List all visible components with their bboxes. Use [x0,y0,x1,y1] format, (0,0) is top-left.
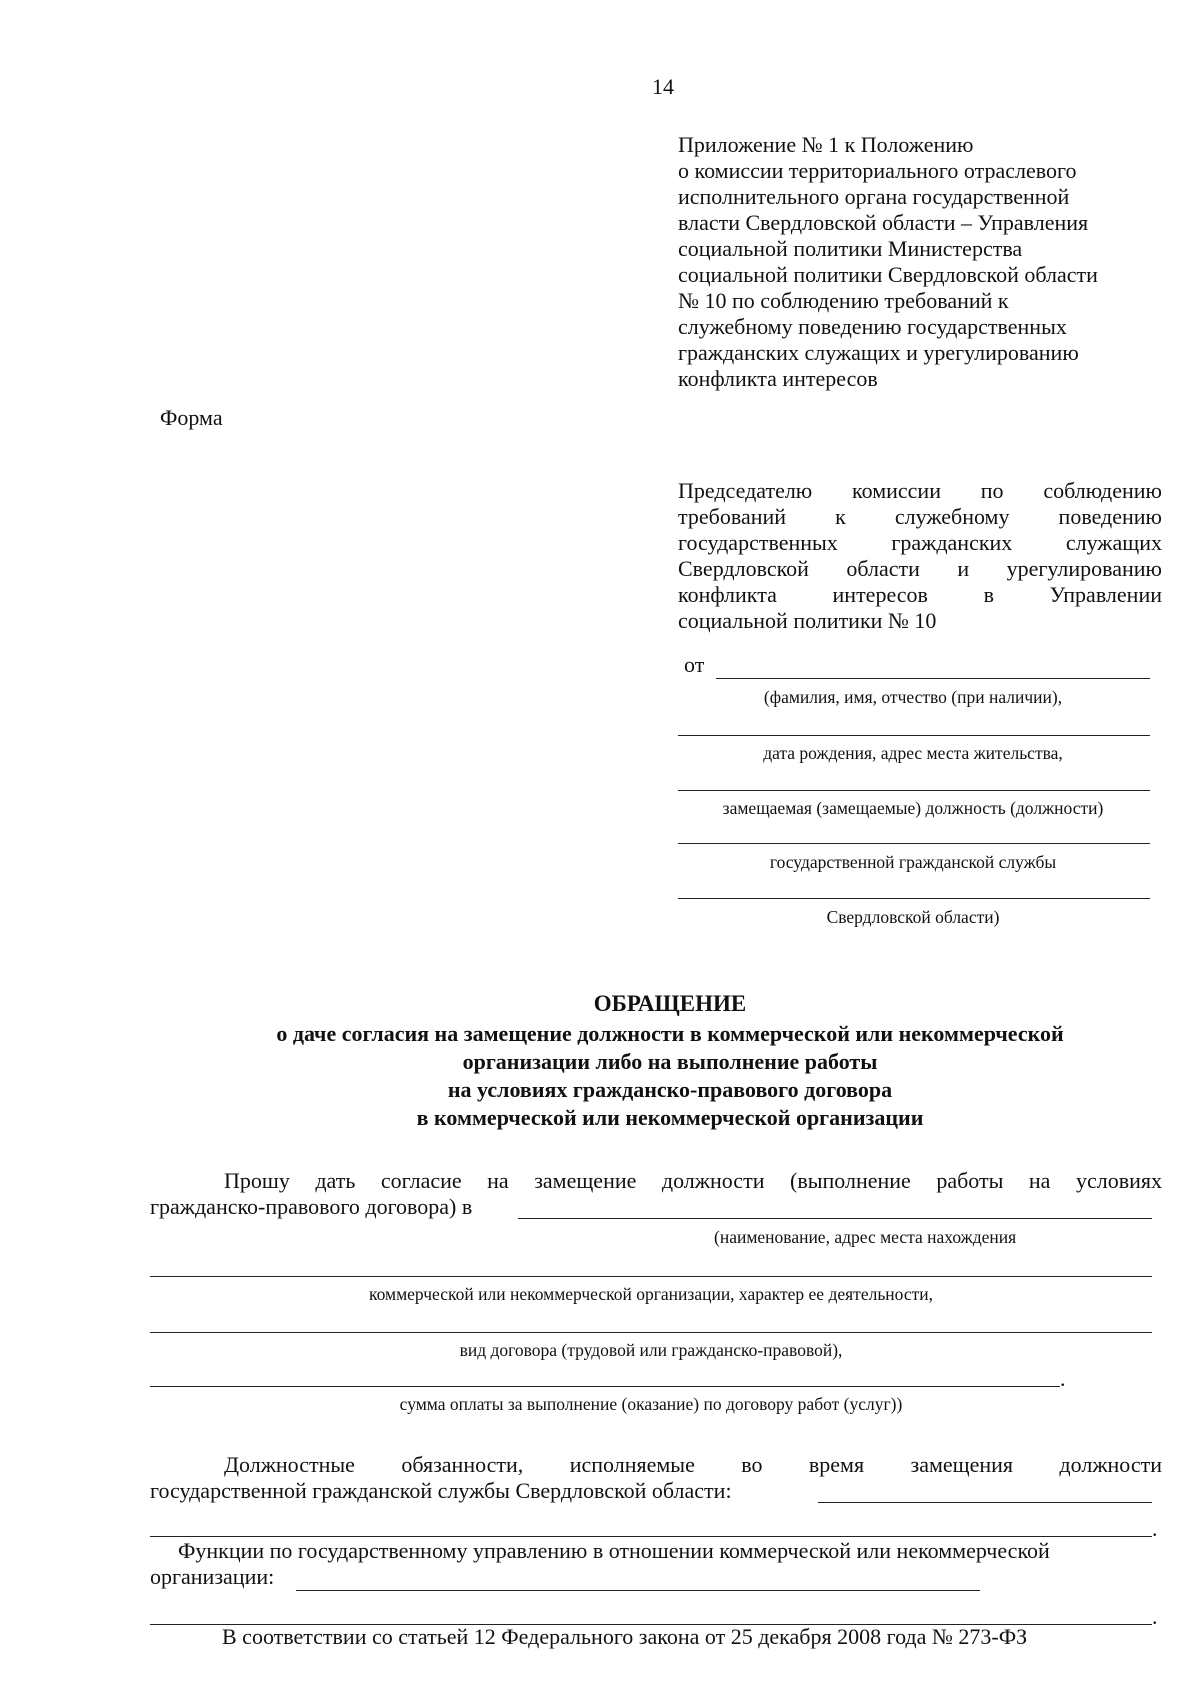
duties-paragraph-line: государственной гражданской службы Свердловской области: [150,1478,732,1503]
sender-position-field[interactable] [678,790,1150,791]
functions-field[interactable] [296,1590,980,1591]
field-hint: Свердловской области) [826,907,1000,927]
request-paragraph-line: Прошу дать согласие на замещение должности (выполнение работы на условиях [224,1168,1162,1193]
field-hint: вид договора (трудовой или гражданско-правовой), [459,1340,843,1360]
subtitle-line: о даче согласия на замещение должности в коммерческой или некоммерческой [276,1021,1064,1046]
appendix-line: гражданских служащих и урегулированию [678,340,1079,365]
payment-amount-field[interactable] [150,1386,1060,1387]
appendix-line: власти Свердловской области – Управления [678,210,1089,235]
field-hint: (наименование, адрес места нахождения [714,1227,1017,1247]
subtitle-line: организации либо на выполнение работы [462,1049,878,1074]
appendix-line: исполнительного органа государственной [678,184,1070,209]
page-number: 14 [652,74,674,99]
subtitle-line: в коммерческой или некоммерческой организации [416,1105,924,1130]
addressee-line: Председателю комиссии по соблюдению [678,478,1162,503]
document-subtitle [100,1020,1200,1132]
addressee-line: конфликта интересов в Управлении [678,582,1162,607]
field-hint: замещаемая (замещаемые) должность (должности) [722,798,1104,818]
appendix-line: социальной политики Свердловской области [678,262,1098,287]
organization-field[interactable] [518,1218,1152,1219]
subtitle-line: на условиях гражданско-правового договора [447,1077,893,1102]
appendix-block [678,132,1098,392]
duties-paragraph-line: Должностные обязанности, исполняемые во время замещения должности [224,1452,1162,1477]
functions-paragraph-line: организации: [150,1564,275,1589]
field-period: . [1152,1604,1158,1629]
sender-name-field[interactable] [716,678,1150,679]
field-period: . [1152,1516,1158,1541]
field-hint: дата рождения, адрес места жительства, [763,743,1063,763]
addressee-line: социальной политики № 10 [678,608,937,633]
form-label: Форма [160,405,223,430]
organization-activity-field[interactable] [150,1276,1152,1277]
field-hint: (фамилия, имя, отчество (при наличии), [763,687,1063,707]
contract-type-field[interactable] [150,1332,1152,1333]
field-hint: государственной гражданской службы [769,852,1057,872]
sender-birth-address-field[interactable] [678,735,1150,736]
appendix-line: конфликта интересов [678,366,878,391]
law-reference-line: В соответствии со статьей 12 Федерального закона от 25 декабря 2008 года № 273-ФЗ [222,1624,1028,1649]
appendix-line: служебному поведению государственных [678,314,1067,339]
appendix-line: о комиссии территориального отраслевого [678,158,1077,183]
field-hint: коммерческой или некоммерческой организации, характер ее деятельности, [368,1284,934,1304]
sender-region-field[interactable] [678,898,1150,899]
duties-field-continued[interactable] [150,1536,1152,1537]
request-paragraph-line: гражданско-правового договора) в [150,1194,473,1219]
sender-service-field[interactable] [678,843,1150,844]
appendix-line: Приложение № 1 к Положению [678,132,974,157]
addressee-line: Свердловской области и урегулированию [678,556,1162,581]
addressee-line: требований к служебному поведению [678,504,1162,529]
field-period: . [1060,1366,1066,1391]
appendix-line: социальной политики Министерства [678,236,1023,261]
from-label: от [684,652,705,677]
addressee-block [678,478,1162,634]
addressee-line: государственных гражданских служащих [678,530,1162,555]
field-hint: сумма оплаты за выполнение (оказание) по договору работ (услуг)) [399,1394,903,1414]
appendix-line: № 10 по соблюдению требований к [678,288,1009,313]
functions-paragraph-line: Функции по государственному управлению в отношении коммерческой или некоммерческой [178,1538,1050,1563]
duties-field[interactable] [818,1502,1152,1503]
document-title: ОБРАЩЕНИЕ [593,991,747,1016]
